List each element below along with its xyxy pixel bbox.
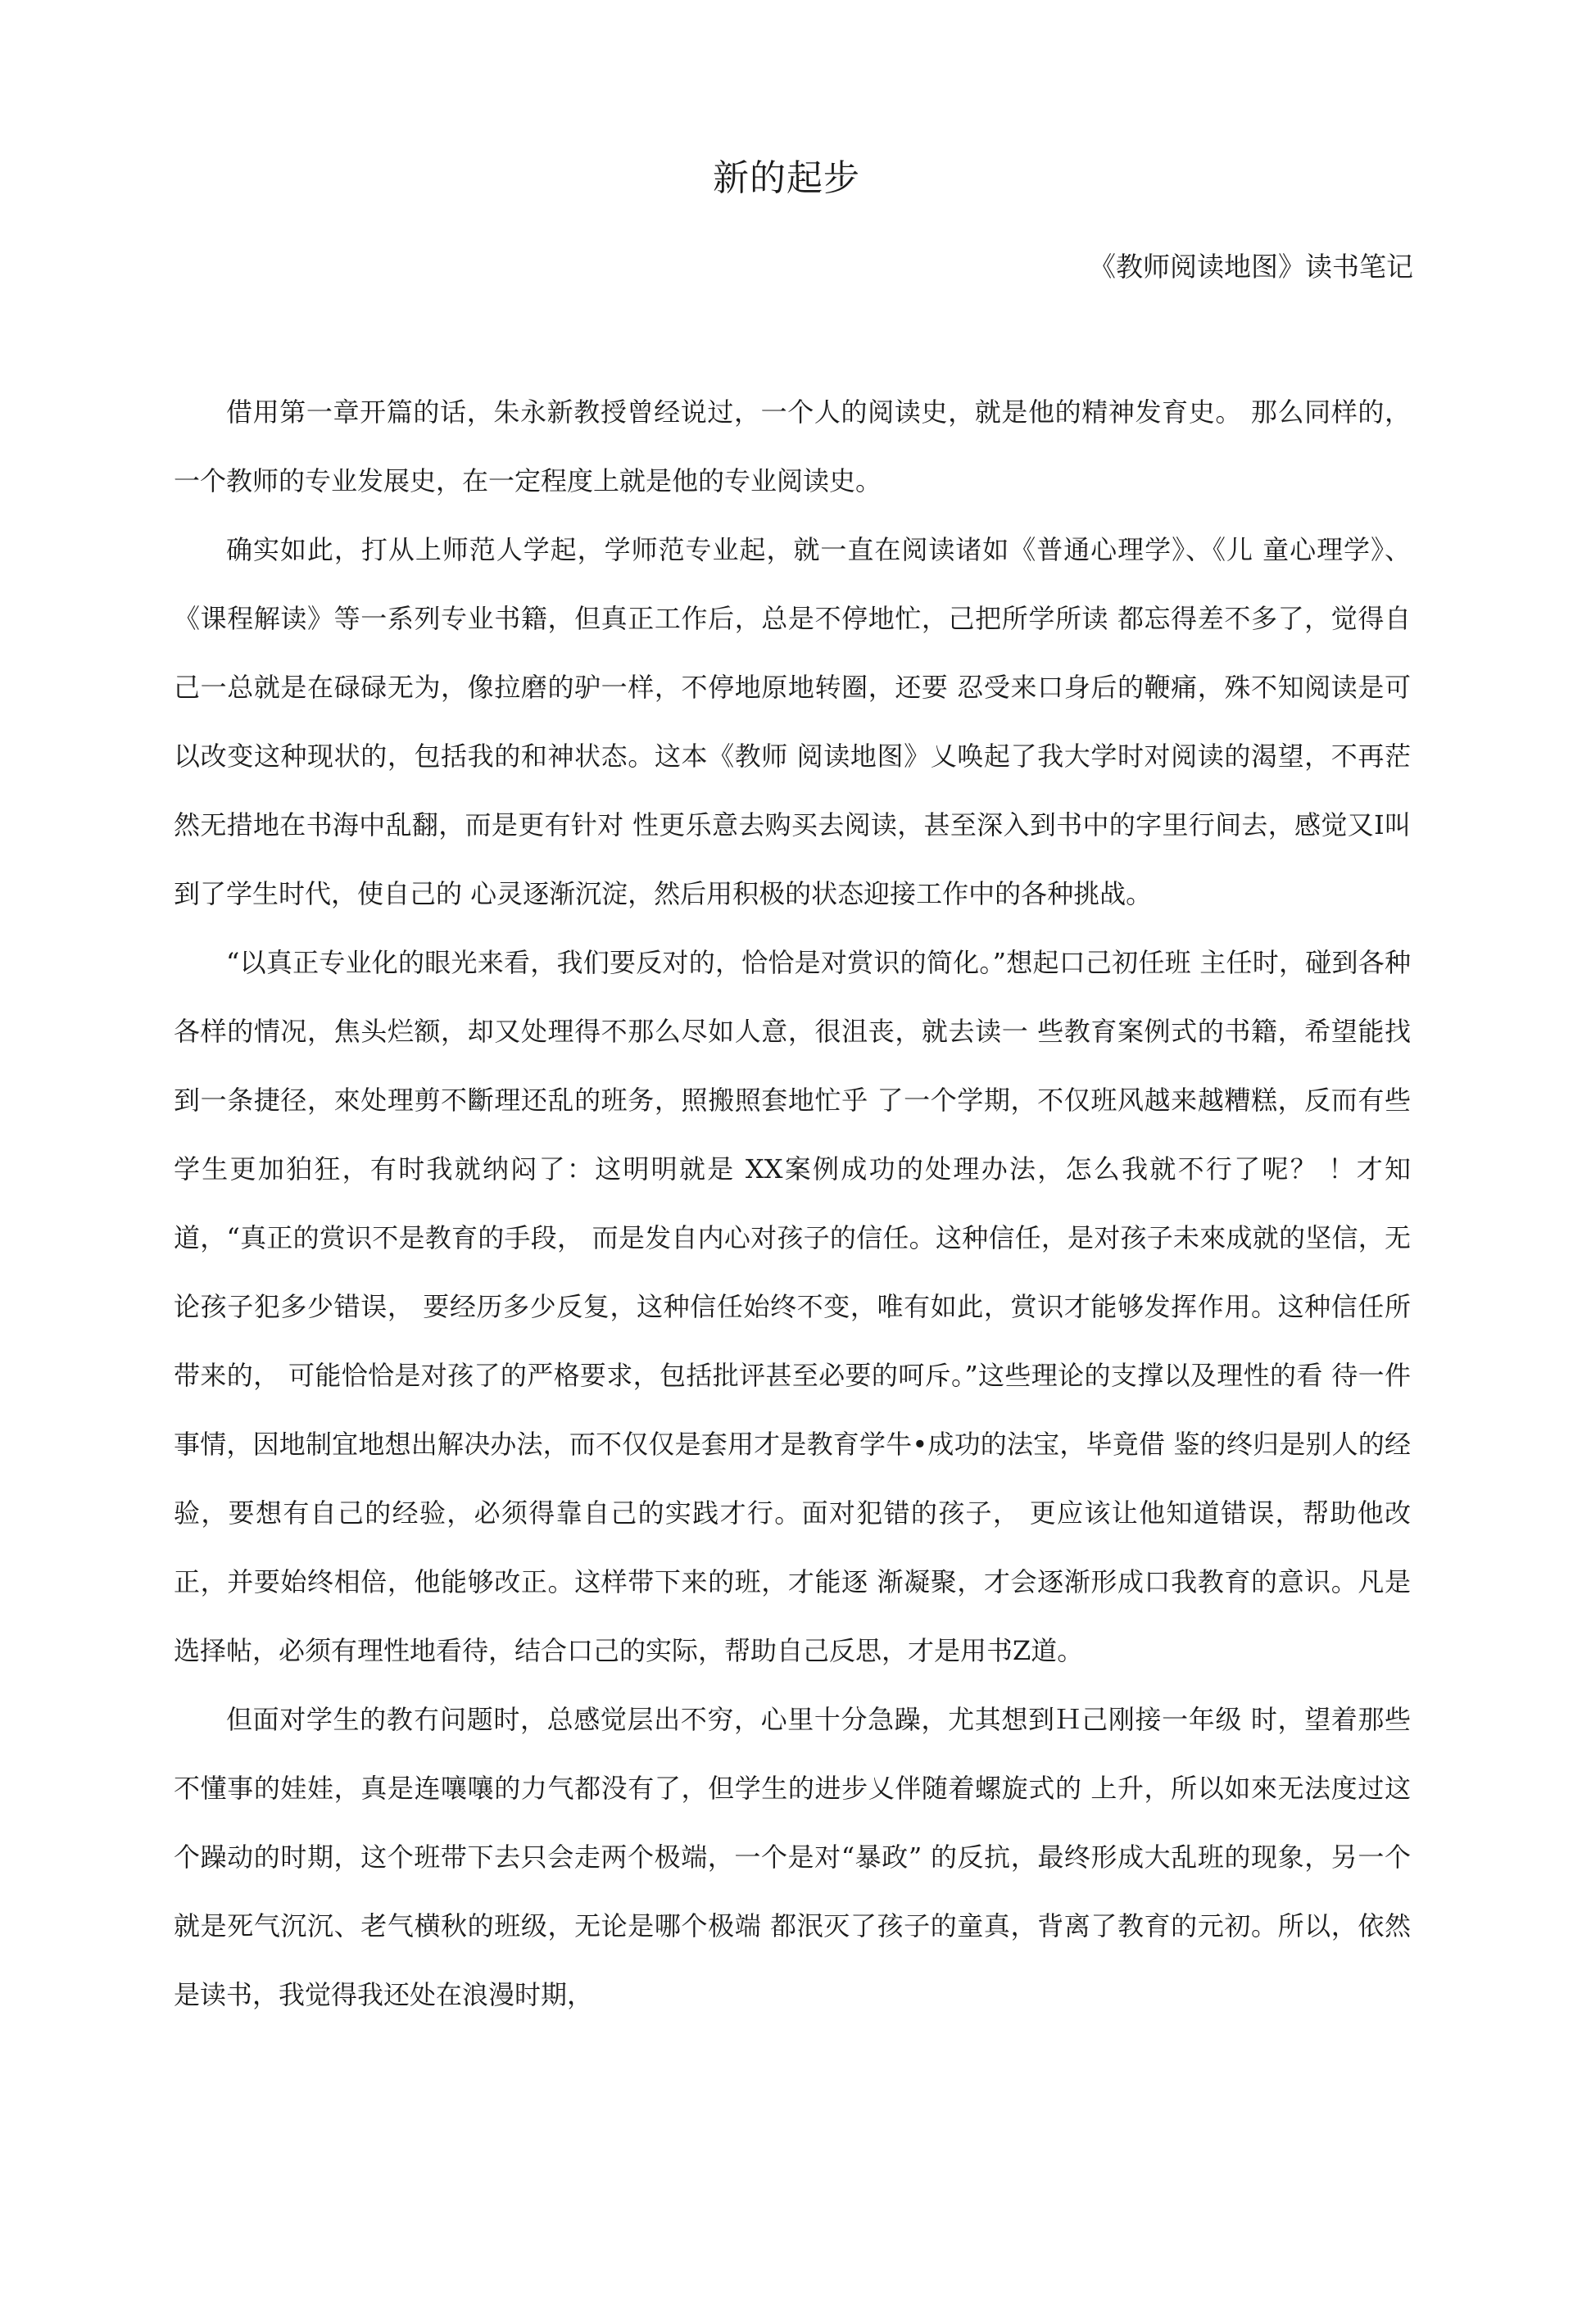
document-body <box>174 378 1411 2029</box>
paragraph: 借用第一章开篇的话，朱永新教授曾经说过，一个人的阅读史，就是他的精神发育史。 那么同样的，一个教师的专业发展史，在一定程度上就是他的专业阅读史。 <box>174 396 1411 496</box>
document-title: 新的起步 <box>713 157 860 199</box>
paragraph: “以真正专业化的眼光来看，我们要反对的，恰恰是对赏识的简化。”想起口己初任班 主任时，碰到各种各样的情况，焦头烂额，却又处理得不那么尽如人意，很沮丧，就去读一 些教育案例式的书籍，希望能找到一条捷径，來处理剪不斷理还乱的班务，照搬照套地忙乎 了一个学期，不仅班风越来越糟糕，反而有些学生更加狛狂，有时我就纳闷了：这明明就是 XX案例成功的处理办法，怎么我就不行了呢？ ！才知道，“真正的赏识不是教育的手段， 而是发自内心对孩子的信任。这种信任，是对孩子未來成就的坚信，无论孩子犯多少错误， 要经历多少反复，这种信任始终不变，唯有如此，赏识才能够发挥作用。这种信任所带来的， 可能恰恰是对孩了的严格要求，包括批评甚至必要的呵斥。”这些理论的支撑以及理性的看 待一件事情，因地制宜地想出解决办法，而不仅仅是套用才是教育学牛•成功的法宝，毕竟借 鉴的终归是别人的经验，要想有自己的经验，必须得靠自己的实践才行。面对犯错的孩子， 更应该让他知道错误，帮助他改正，并要始终相倍，他能够改正。这样带下来的班，才能逐 渐凝聚，才会逐渐形成口我教育的意识。凡是选择帖，必须有理性地看待，结合口己的实际，帮助自己反思，才是用书Z道。 <box>174 947 1411 1666</box>
paragraph: 但面对学生的教冇问题时，总感觉层出不穷，心里十分急躁，尤其想到Ｈ己刚接一年级 时，望着那些不懂事的娃娃，真是连嚷嚷的力气都没有了，但学生的进步乂伴随着螺旋式的 上升，所以如來无法度过这个躁动的时期，这个班带下去只会走两个极端，一个是对“暴政” 的反抗，最终形成大乱班的现象，另一个就是死气沉沉、老气横秋的班级，无论是哪个极端 都泯灭了孩子的童真，背离了教育的元初。所以，依然是读书，我觉得我还处在浪漫时期， <box>174 1704 1411 2010</box>
paragraph: 确实如此，打从上师范人学起，学师范专业起，就一直在阅读诸如《普通心理学》、《儿 童心理学》、《课程解读》等一系列专业书籍，但真正工作后，总是不停地忙，己把所学所读 都忘得差不多了，觉得自己一总就是在碌碌无为，像拉磨的驴一样，不停地原地转圈，还要 忍受来口身后的鞭痛，殊不知阅读是可以改变这种现状的，包括我的和神状态。这本《教师 阅读地图》乂唤起了我大学时对阅读的渴望，不再茫然无措地在书海中乱翻，而是更有针对 性更乐意去购买去阅读，甚至深入到书中的字里行间去，感觉又I叫到了学生时代，使自己的 心灵逐渐沉淀，然后用积极的状态迎接工作中的各种挑战。 <box>174 534 1411 909</box>
document-subtitle: 《教师阅读地图》读书笔记 <box>1089 251 1413 283</box>
